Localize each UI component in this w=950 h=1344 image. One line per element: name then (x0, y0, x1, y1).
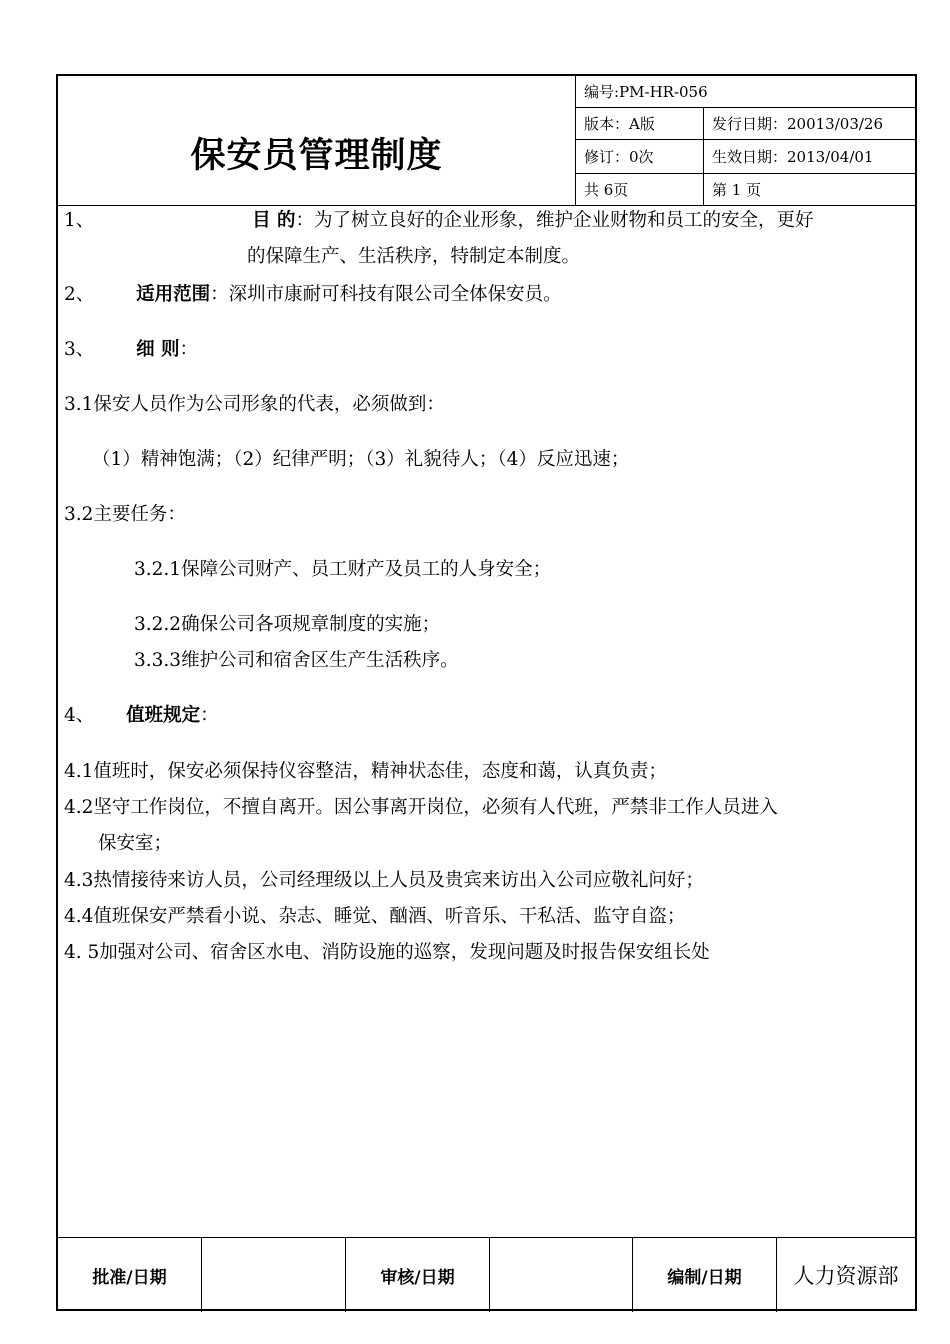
section-4-number: 4、 (64, 705, 95, 726)
issue-date: 发行日期：20013/03/26 (712, 115, 883, 133)
section-2-line (64, 282, 562, 308)
paragraph-3-1-items: （1）精神饱满；（2）纪律严明；（3）礼貌待人；（4）反应迅速； (92, 449, 630, 470)
section-2-number: 2、 (64, 284, 95, 305)
review-value (490, 1238, 633, 1312)
section-1-number: 1、 (64, 210, 95, 231)
paragraph-3-1: 3.1保安人员作为公司形象的代表，必须做到： (64, 394, 445, 415)
section-3-number: 3、 (64, 339, 95, 360)
section-4-colon: ： (200, 705, 219, 726)
section-1-text: ：为了树立良好的企业形象，维护企业财物和员工的安全，更好 (295, 210, 814, 231)
paragraph-3-2-1: 3.2.1保障公司财产、员工财产及员工的人身安全； (134, 559, 552, 580)
prepare-value: 人力资源部 (793, 1264, 899, 1288)
section-4-label: 值班规定 (126, 705, 201, 726)
version: 版本：A版 (576, 108, 704, 139)
document-frame (56, 74, 917, 1311)
section-1-label: 目 的 (252, 210, 296, 231)
section-3-heading (64, 337, 198, 363)
paragraph-4-1: 4.1值班时，保安必须保持仪容整洁，精神状态佳，态度和蔼，认真负责； (64, 761, 667, 782)
review-label: 审核/日期 (346, 1238, 490, 1312)
paragraph-4-2-line-2: 保安室； (98, 833, 173, 854)
effective-date: 生效日期：2013/04/01 (712, 148, 874, 166)
page-row (576, 174, 917, 205)
page-number: 第 1 页 (712, 181, 762, 199)
section-1-line-2: 的保障生产、生活秩序，特制定本制度。 (247, 246, 581, 267)
revision: 修订：0次 (576, 140, 704, 173)
approve-label: 批准/日期 (58, 1238, 202, 1312)
paragraph-3-2: 3.2主要任务： (64, 504, 186, 525)
section-2-label: 适用范围 (136, 284, 211, 305)
paragraph-4-4: 4.4值班保安严禁看小说、杂志、睡觉、酗酒、听音乐、干私活、监守自盗； (64, 906, 686, 927)
signature-table (58, 1237, 915, 1312)
header-divider (58, 205, 915, 206)
total-pages: 共 6页 (576, 174, 704, 205)
paragraph-4-3: 4.3热情接待来访人员，公司经理级以上人员及贵宾来访出入公司应敬礼问好； (64, 870, 704, 891)
paragraph-3-2-2: 3.2.2确保公司各项规章制度的实施； (134, 614, 441, 635)
revision-row (576, 140, 917, 174)
approve-value (202, 1238, 346, 1312)
doc-number-row (576, 76, 917, 108)
paragraph-4-5: 4. 5加强对公司、宿舍区水电、消防设施的巡察，发现问题及时报告保安组长处 (64, 942, 710, 963)
title-cell (58, 76, 576, 205)
section-3-colon: ： (179, 339, 199, 360)
paragraph-3-3-3: 3.3.3维护公司和宿舍区生产生活秩序。 (134, 650, 459, 671)
doc-number: 编号:PM-HR-056 (584, 83, 708, 101)
section-3-label: 细 则 (136, 339, 180, 360)
section-4-heading (64, 703, 219, 729)
section-1-line-1 (64, 208, 814, 234)
document-title: 保安员管理制度 (190, 135, 443, 176)
header-info-table (576, 76, 917, 205)
prepare-label: 编制/日期 (633, 1238, 777, 1312)
version-row (576, 108, 917, 140)
paragraph-4-2-line-1: 4.2坚守工作岗位，不擅自离开。因公事离开岗位，必须有人代班，严禁非工作人员进入 (64, 797, 778, 818)
section-2-text: ：深圳市康耐可科技有限公司全体保安员。 (210, 284, 562, 305)
